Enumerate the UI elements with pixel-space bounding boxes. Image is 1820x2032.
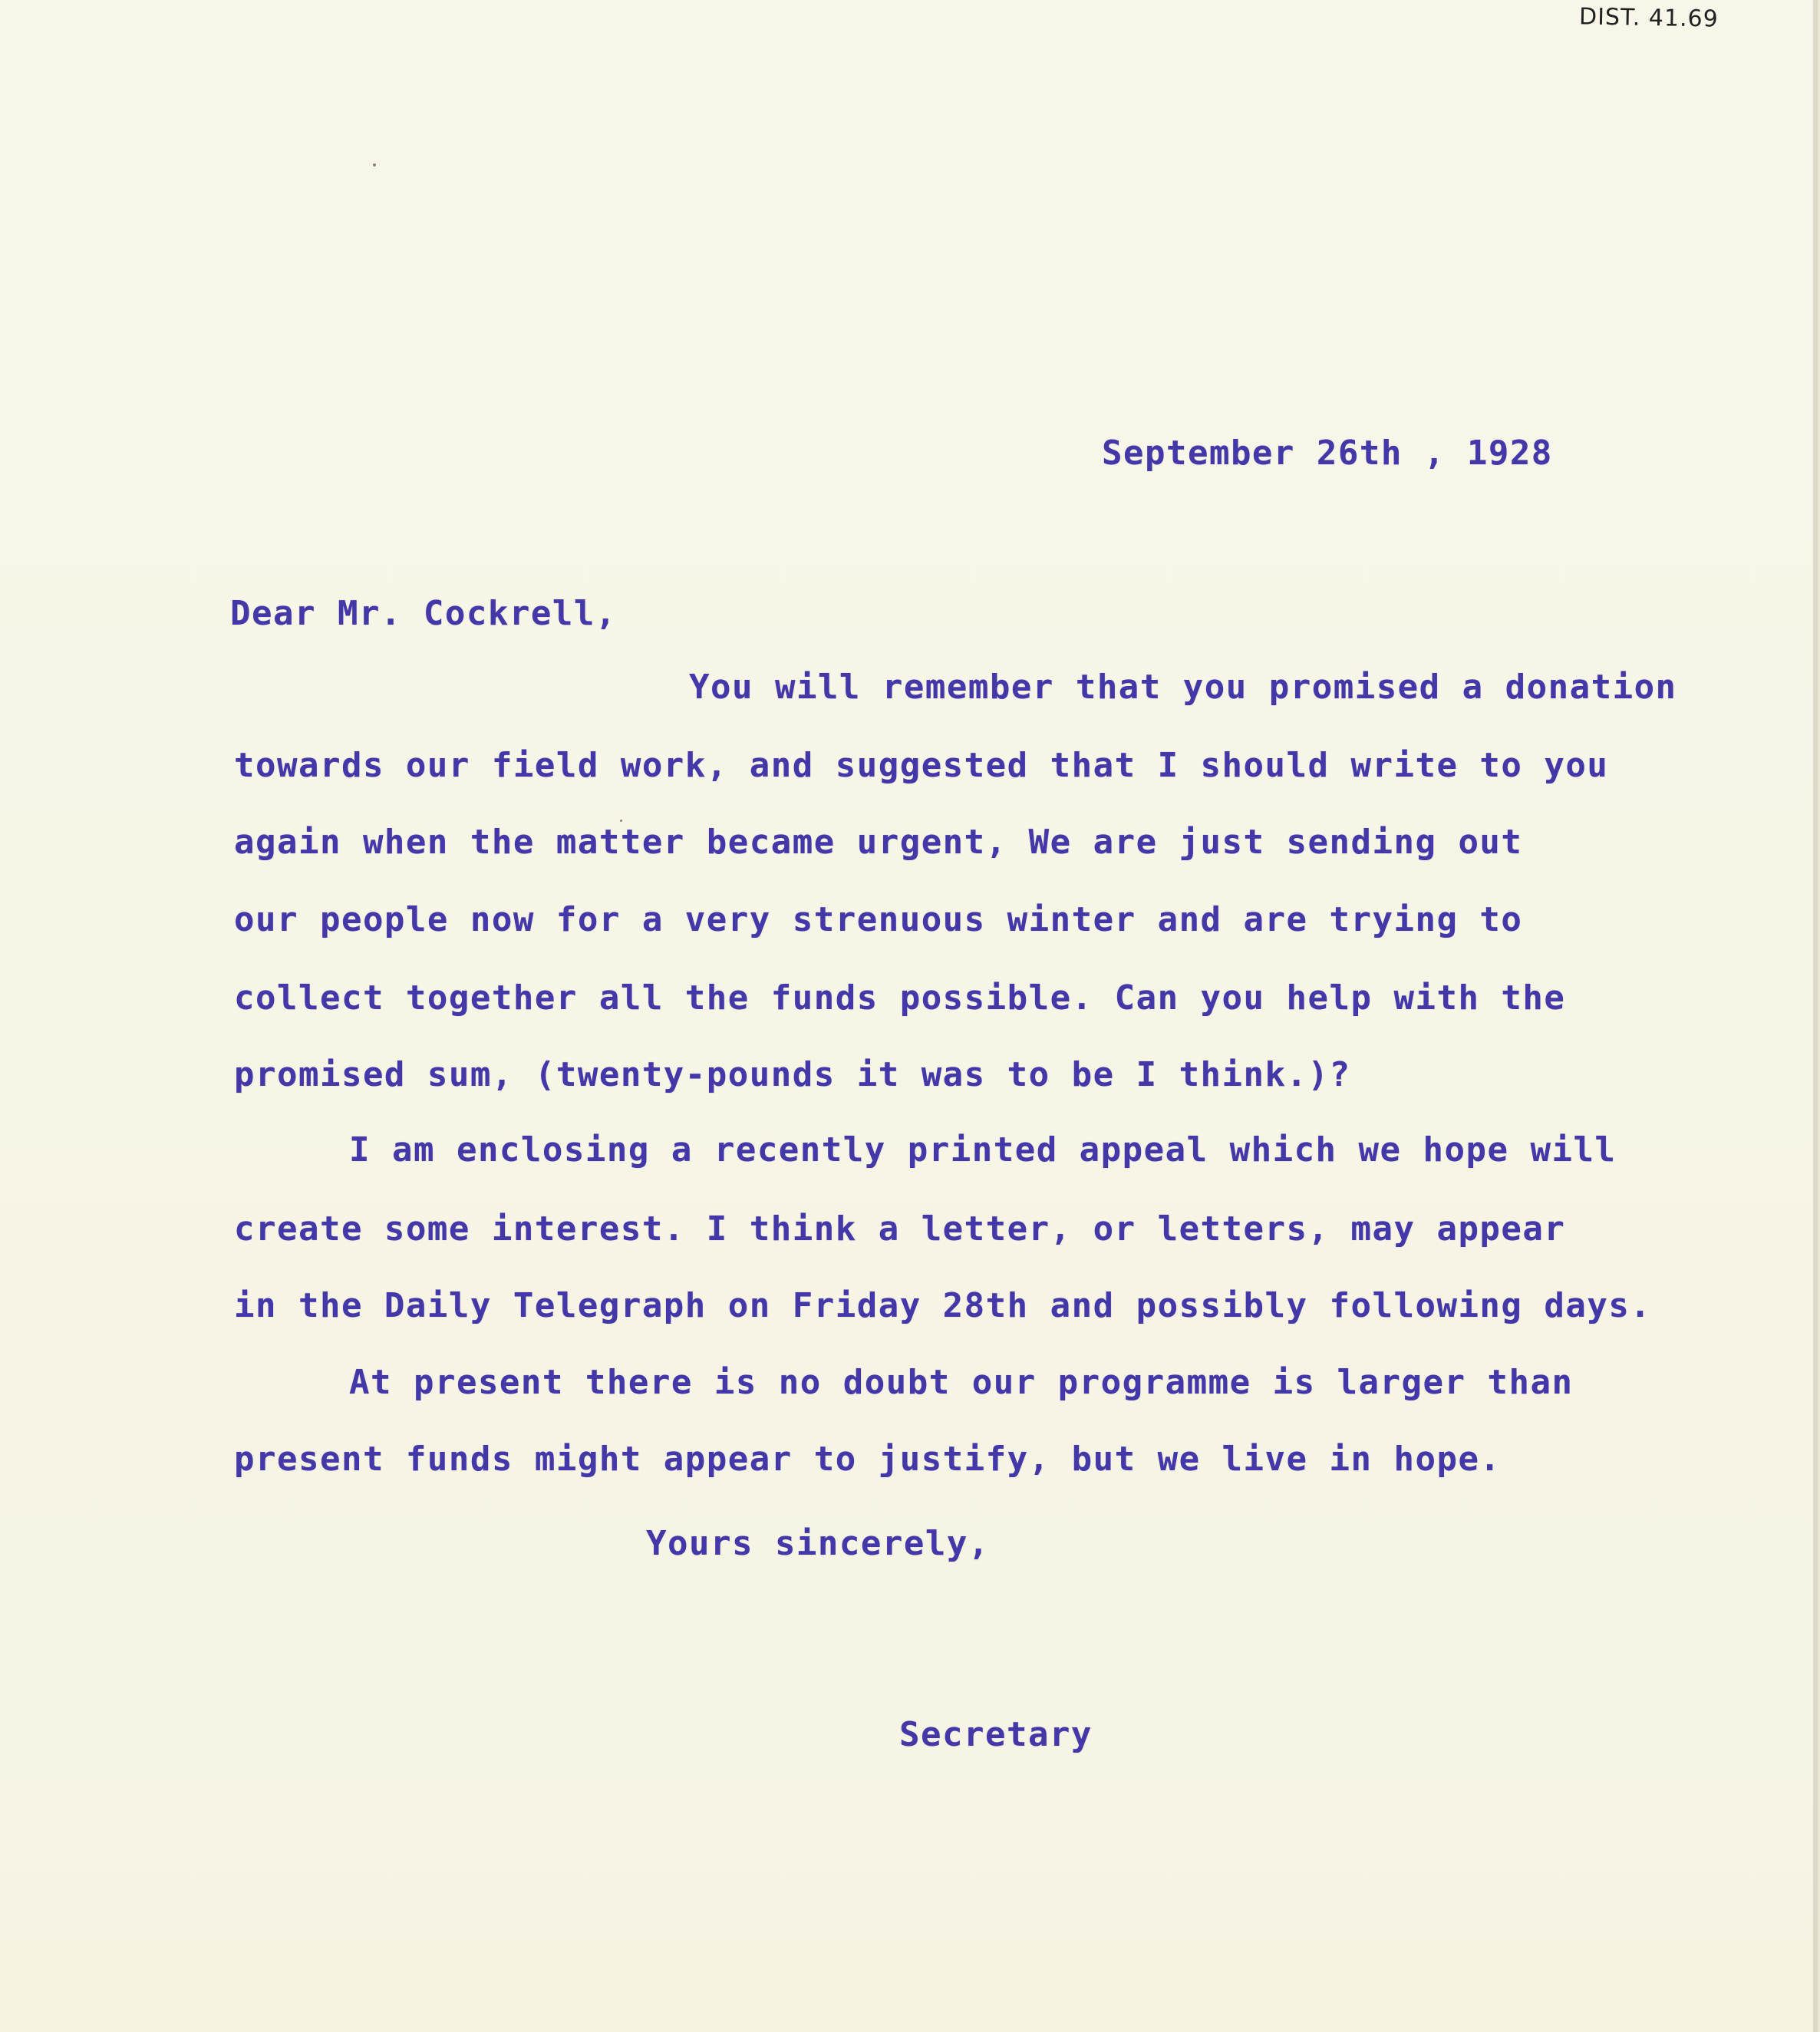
body-line: towards our field work, and suggested that I should write to you: [234, 746, 1609, 785]
body-line: At present there is no doubt our programme is larger than: [349, 1363, 1574, 1402]
paper-speck: [373, 163, 376, 167]
body-line: present funds might appear to justify, but we live in hope.: [234, 1440, 1502, 1479]
body-line: again when the matter became urgent, We are just sending out: [234, 823, 1523, 862]
body-line: I am enclosing a recently printed appeal which we hope will: [349, 1130, 1617, 1169]
body-line: in the Daily Telegraph on Friday 28th and possibly following days.: [234, 1286, 1652, 1325]
closing: Yours sincerely,: [646, 1524, 990, 1563]
body-line: promised sum, (twenty-pounds it was to be I think.)?: [234, 1055, 1351, 1094]
archive-reference: DIST. 41.69: [1578, 3, 1719, 33]
body-line: create some interest. I think a letter, or letters, may appear: [234, 1209, 1566, 1249]
paper-speck: [620, 820, 622, 822]
signature-title: Secretary: [899, 1715, 1093, 1754]
letter-date: September 26th , 1928: [1102, 434, 1553, 473]
body-line: collect together all the funds possible. Can you help with the: [234, 978, 1566, 1018]
body-line: You will remember that you promised a donation: [689, 668, 1677, 707]
salutation: Dear Mr. Cockrell,: [230, 594, 617, 633]
body-line: our people now for a very strenuous winter and are trying to: [234, 900, 1523, 939]
